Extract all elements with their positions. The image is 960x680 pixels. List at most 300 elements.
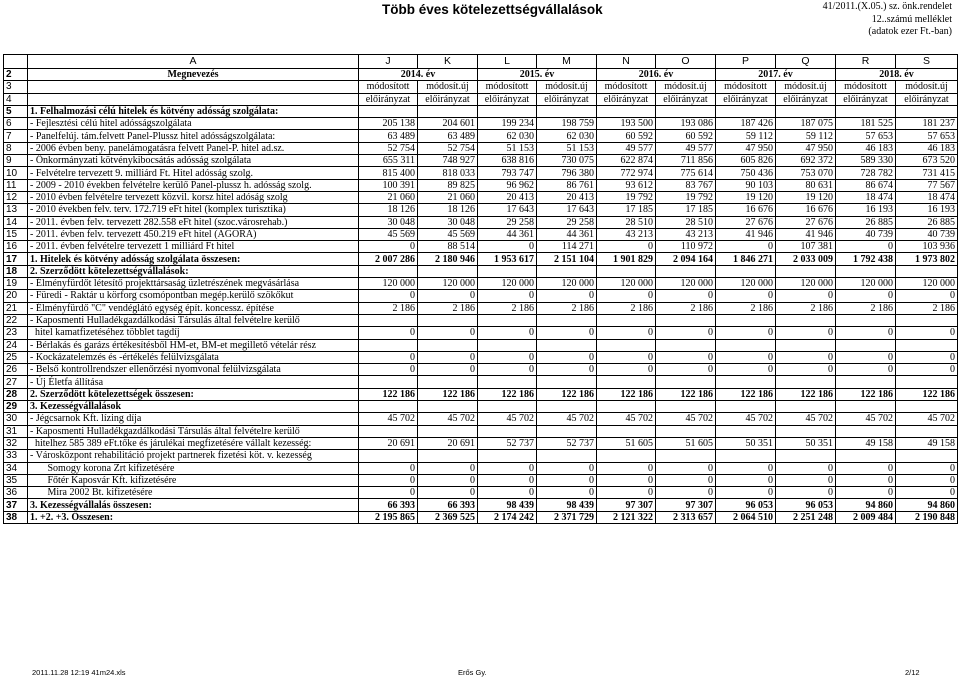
row-number: 22: [4, 314, 28, 326]
page-title: Több éves kötelezettségvállalások: [382, 2, 603, 17]
value-cell: 30 048: [418, 216, 478, 228]
value-cell: 0: [478, 364, 537, 376]
value-cell: 0: [836, 487, 896, 499]
value-cell: 43 213: [656, 228, 716, 240]
value-cell: 0: [418, 351, 478, 363]
value-cell: 0: [359, 474, 418, 486]
row-number: 31: [4, 425, 28, 437]
row-number: 27: [4, 376, 28, 388]
value-cell: 98 439: [478, 499, 537, 511]
value-cell: 122 186: [597, 388, 656, 400]
value-cell: [478, 265, 537, 277]
row-number: 24: [4, 339, 28, 351]
header-eloiranyzat: előirányzat: [597, 93, 656, 105]
value-cell: 2 151 104: [537, 253, 597, 265]
value-cell: [597, 314, 656, 326]
row-label: - Kaposmenti Hulladékgazdálkodási Társulás által felvételre kerülő: [28, 314, 359, 326]
header-modositott: módosított: [359, 81, 418, 93]
value-cell: 20 691: [418, 437, 478, 449]
value-cell: 47 950: [776, 142, 836, 154]
header-year: 2015. év: [478, 69, 597, 81]
value-cell: [716, 450, 776, 462]
value-cell: [656, 105, 716, 117]
value-cell: 0: [597, 487, 656, 499]
value-cell: [359, 401, 418, 413]
value-cell: 2 121 322: [597, 511, 656, 523]
row-label: - Városközpont rehabilitáció projekt partnerek fizetési köt. v. kezesség: [28, 450, 359, 462]
table-row: [4, 241, 958, 253]
header-modositott: módosított: [716, 81, 776, 93]
value-cell: 98 439: [537, 499, 597, 511]
value-cell: [418, 376, 478, 388]
value-cell: 19 792: [656, 191, 716, 203]
value-cell: 122 186: [656, 388, 716, 400]
annex-number: 12..számú melléklet: [871, 13, 952, 25]
value-cell: 0: [597, 364, 656, 376]
value-cell: 96 053: [716, 499, 776, 511]
value-cell: 17 185: [597, 204, 656, 216]
row-number: 9: [4, 155, 28, 167]
value-cell: 122 186: [836, 388, 896, 400]
value-cell: 2 186: [716, 302, 776, 314]
value-cell: [836, 105, 896, 117]
row-label: - 2010 években felv. terv. 172.719 eFt hitel (komplex turisztika): [28, 204, 359, 216]
column-letter: J: [359, 55, 418, 69]
value-cell: 45 702: [656, 413, 716, 425]
value-cell: 0: [836, 327, 896, 339]
value-cell: 750 436: [716, 167, 776, 179]
value-cell: 45 702: [537, 413, 597, 425]
value-cell: [359, 450, 418, 462]
value-cell: 0: [716, 487, 776, 499]
value-cell: [716, 105, 776, 117]
value-cell: 0: [656, 462, 716, 474]
row-label: - Füredi - Raktár u körforg csomópontban megép.kerülő szökőkut: [28, 290, 359, 302]
value-cell: 45 702: [776, 413, 836, 425]
value-cell: 28 510: [597, 216, 656, 228]
value-cell: [716, 401, 776, 413]
value-cell: 122 186: [418, 388, 478, 400]
value-cell: 45 702: [359, 413, 418, 425]
column-letter: S: [896, 55, 958, 69]
row-label: - Belső kontrollrendszer ellenőrzési nyomvonal felülvizsgálata: [28, 364, 359, 376]
value-cell: 0: [418, 487, 478, 499]
row-label: Főtér Kaposvár Kft. kifizetésére: [28, 474, 359, 486]
value-cell: 0: [418, 364, 478, 376]
value-cell: 120 000: [359, 278, 418, 290]
value-cell: 17 643: [537, 204, 597, 216]
value-cell: [537, 401, 597, 413]
value-cell: 120 000: [896, 278, 958, 290]
row-number: 29: [4, 401, 28, 413]
value-cell: 0: [776, 351, 836, 363]
table-row: [4, 167, 958, 179]
header-blank: [28, 81, 359, 93]
value-cell: 2 007 286: [359, 253, 418, 265]
decree-ref: 41/2011.(X.05.) sz. önk.rendelet: [822, 1, 952, 12]
value-cell: 19 120: [776, 191, 836, 203]
row-number: 17: [4, 253, 28, 265]
value-cell: 94 860: [836, 499, 896, 511]
value-cell: 45 702: [478, 413, 537, 425]
value-cell: 120 000: [656, 278, 716, 290]
value-cell: 52 754: [359, 142, 418, 154]
value-cell: 772 974: [597, 167, 656, 179]
value-cell: 2 186: [656, 302, 716, 314]
row-number: 16: [4, 241, 28, 253]
value-cell: 16 193: [836, 204, 896, 216]
value-cell: 818 033: [418, 167, 478, 179]
value-cell: 0: [597, 474, 656, 486]
value-cell: [836, 425, 896, 437]
value-cell: [836, 339, 896, 351]
table-row: [4, 511, 958, 523]
row-label: - Kaposmenti Hulladékgazdálkodási Társulás által felvételre kerülő: [28, 425, 359, 437]
value-cell: 0: [896, 364, 958, 376]
header-eloiranyzat: előirányzat: [836, 93, 896, 105]
table-row: [4, 376, 958, 388]
value-cell: 0: [716, 327, 776, 339]
column-letter: K: [418, 55, 478, 69]
value-cell: 181 237: [896, 118, 958, 130]
value-cell: 122 186: [716, 388, 776, 400]
value-cell: 0: [776, 487, 836, 499]
value-cell: 0: [776, 462, 836, 474]
table-row: [4, 253, 958, 265]
value-cell: [716, 339, 776, 351]
value-cell: 0: [597, 290, 656, 302]
value-cell: [896, 339, 958, 351]
value-cell: 49 577: [597, 142, 656, 154]
header-modosit-uj: módosít.új: [776, 81, 836, 93]
value-cell: 45 702: [836, 413, 896, 425]
header-year: 2018. év: [836, 69, 958, 81]
header-eloiranyzat: előirányzat: [716, 93, 776, 105]
row-number: 38: [4, 511, 28, 523]
value-cell: 589 330: [836, 155, 896, 167]
value-cell: 45 702: [896, 413, 958, 425]
value-cell: 21 060: [418, 191, 478, 203]
value-cell: 2 371 729: [537, 511, 597, 523]
value-cell: [776, 314, 836, 326]
value-cell: 57 653: [836, 130, 896, 142]
value-cell: 0: [537, 327, 597, 339]
value-cell: 0: [418, 290, 478, 302]
header-row-eloiranyzat: [4, 93, 958, 105]
value-cell: 107 381: [776, 241, 836, 253]
table-row: [4, 155, 958, 167]
value-cell: 2 190 848: [896, 511, 958, 523]
table-row: [4, 191, 958, 203]
value-cell: 96 053: [776, 499, 836, 511]
table-row: [4, 142, 958, 154]
value-cell: 622 874: [597, 155, 656, 167]
value-cell: 20 413: [478, 191, 537, 203]
value-cell: 27 676: [776, 216, 836, 228]
value-cell: 47 950: [716, 142, 776, 154]
table-row: [4, 265, 958, 277]
value-cell: 100 391: [359, 179, 418, 191]
value-cell: 62 030: [537, 130, 597, 142]
value-cell: 21 060: [359, 191, 418, 203]
table-row: [4, 278, 958, 290]
value-cell: 30 048: [359, 216, 418, 228]
value-cell: 0: [896, 290, 958, 302]
header-eloiranyzat: előirányzat: [896, 93, 958, 105]
value-cell: 51 153: [478, 142, 537, 154]
value-cell: 796 380: [537, 167, 597, 179]
value-cell: 50 351: [716, 437, 776, 449]
value-cell: 63 489: [359, 130, 418, 142]
value-cell: [896, 401, 958, 413]
row-number: 33: [4, 450, 28, 462]
value-cell: 52 754: [418, 142, 478, 154]
row-number: 19: [4, 278, 28, 290]
value-cell: 198 759: [537, 118, 597, 130]
table-row: [4, 388, 958, 400]
value-cell: 2 186: [896, 302, 958, 314]
row-number: 25: [4, 351, 28, 363]
value-cell: 2 186: [776, 302, 836, 314]
value-cell: 51 153: [537, 142, 597, 154]
value-cell: [716, 425, 776, 437]
value-cell: 45 702: [418, 413, 478, 425]
value-cell: 120 000: [418, 278, 478, 290]
value-cell: 45 702: [597, 413, 656, 425]
table-row: [4, 118, 958, 130]
value-cell: 122 186: [478, 388, 537, 400]
row-label: 2. Szerződött kötelezettségek összesen:: [28, 388, 359, 400]
value-cell: 0: [836, 241, 896, 253]
table-row: [4, 499, 958, 511]
value-cell: 46 183: [836, 142, 896, 154]
value-cell: 0: [716, 241, 776, 253]
value-cell: [537, 265, 597, 277]
row-label: - Fejlesztési célú hitel adósságszolgálata: [28, 118, 359, 130]
value-cell: [776, 265, 836, 277]
value-cell: [656, 376, 716, 388]
value-cell: 0: [478, 351, 537, 363]
row-number: 3: [4, 81, 28, 93]
value-cell: [359, 265, 418, 277]
value-cell: 0: [597, 351, 656, 363]
value-cell: 86 674: [836, 179, 896, 191]
header-blank: [28, 93, 359, 105]
value-cell: 0: [656, 290, 716, 302]
row-label: - Élményfürdőt létesítő projekttársaság üzletrészének megvásárlása: [28, 278, 359, 290]
row-number: 36: [4, 487, 28, 499]
header-modosit-uj: módosít.új: [656, 81, 716, 93]
header-row-years: [4, 69, 958, 81]
value-cell: 120 000: [537, 278, 597, 290]
value-cell: 18 474: [836, 191, 896, 203]
value-cell: [656, 425, 716, 437]
value-cell: 193 086: [656, 118, 716, 130]
value-cell: [537, 339, 597, 351]
value-cell: [478, 314, 537, 326]
value-cell: 0: [836, 364, 896, 376]
value-cell: [359, 314, 418, 326]
value-cell: [656, 314, 716, 326]
value-cell: 120 000: [478, 278, 537, 290]
header-eloiranyzat: előirányzat: [478, 93, 537, 105]
value-cell: 110 972: [656, 241, 716, 253]
value-cell: 187 426: [716, 118, 776, 130]
value-cell: 187 075: [776, 118, 836, 130]
value-cell: 1 901 829: [597, 253, 656, 265]
value-cell: 88 514: [418, 241, 478, 253]
value-cell: [896, 425, 958, 437]
value-cell: 2 369 525: [418, 511, 478, 523]
value-cell: 1 846 271: [716, 253, 776, 265]
value-cell: 692 372: [776, 155, 836, 167]
value-cell: [418, 314, 478, 326]
header-eloiranyzat: előirányzat: [359, 93, 418, 105]
value-cell: 51 605: [597, 437, 656, 449]
value-cell: 17 185: [656, 204, 716, 216]
value-cell: [776, 339, 836, 351]
table-row: [4, 302, 958, 314]
row-number: 34: [4, 462, 28, 474]
table-row: [4, 437, 958, 449]
value-cell: [597, 425, 656, 437]
row-number: 10: [4, 167, 28, 179]
value-cell: 49 577: [656, 142, 716, 154]
value-cell: 28 510: [656, 216, 716, 228]
value-cell: [716, 265, 776, 277]
value-cell: 2 180 946: [418, 253, 478, 265]
value-cell: [836, 401, 896, 413]
value-cell: 711 856: [656, 155, 716, 167]
value-cell: 793 747: [478, 167, 537, 179]
value-cell: 2 064 510: [716, 511, 776, 523]
value-cell: 193 500: [597, 118, 656, 130]
value-cell: 66 393: [359, 499, 418, 511]
value-cell: 2 033 009: [776, 253, 836, 265]
row-label: hitelhez 585 389 eFt.tőke és járulékai megfizetésére vállalt kezesség:: [28, 437, 359, 449]
value-cell: 0: [537, 462, 597, 474]
value-cell: 66 393: [418, 499, 478, 511]
value-cell: 2 186: [418, 302, 478, 314]
value-cell: 93 612: [597, 179, 656, 191]
value-cell: [597, 265, 656, 277]
value-cell: 0: [836, 474, 896, 486]
value-cell: 2 186: [478, 302, 537, 314]
value-cell: 19 792: [597, 191, 656, 203]
value-cell: 120 000: [597, 278, 656, 290]
row-label: - Kockázatelemzés és -értékelés felülvizsgálata: [28, 351, 359, 363]
row-label: 1. +2. +3. Összesen:: [28, 511, 359, 523]
value-cell: 45 569: [359, 228, 418, 240]
value-cell: 0: [896, 487, 958, 499]
value-cell: [478, 450, 537, 462]
value-cell: 0: [537, 290, 597, 302]
value-cell: 0: [896, 327, 958, 339]
value-cell: [656, 401, 716, 413]
table-row: [4, 204, 958, 216]
value-cell: 89 825: [418, 179, 478, 191]
value-cell: 97 307: [656, 499, 716, 511]
row-number: 13: [4, 204, 28, 216]
value-cell: 0: [537, 487, 597, 499]
value-cell: [836, 450, 896, 462]
value-cell: 80 631: [776, 179, 836, 191]
value-cell: [537, 314, 597, 326]
value-cell: 60 592: [597, 130, 656, 142]
value-cell: 0: [359, 364, 418, 376]
table-row: [4, 228, 958, 240]
row-number: 23: [4, 327, 28, 339]
value-cell: 77 567: [896, 179, 958, 191]
value-cell: 86 761: [537, 179, 597, 191]
value-cell: 0: [716, 474, 776, 486]
value-cell: [896, 265, 958, 277]
value-cell: 0: [359, 290, 418, 302]
value-cell: [418, 425, 478, 437]
table-row: [4, 487, 958, 499]
value-cell: 122 186: [896, 388, 958, 400]
row-label: - 2009 - 2010 években felvételre kerülő Panel-plussz h. adósság szolg.: [28, 179, 359, 191]
value-cell: 120 000: [716, 278, 776, 290]
table-row: [4, 351, 958, 363]
column-letter: N: [597, 55, 656, 69]
column-letter: M: [537, 55, 597, 69]
table-row: [4, 401, 958, 413]
value-cell: 29 258: [537, 216, 597, 228]
header-megnevezes: Megnevezés: [28, 69, 359, 81]
row-number: 26: [4, 364, 28, 376]
header-modositott: módosított: [478, 81, 537, 93]
value-cell: 2 174 242: [478, 511, 537, 523]
value-cell: 638 816: [478, 155, 537, 167]
value-cell: 728 782: [836, 167, 896, 179]
value-cell: 18 474: [896, 191, 958, 203]
row-label: 3. Kezességvállalás összesen:: [28, 499, 359, 511]
value-cell: 40 739: [896, 228, 958, 240]
value-cell: [656, 450, 716, 462]
value-cell: 0: [776, 290, 836, 302]
value-cell: 0: [716, 351, 776, 363]
value-cell: 0: [478, 241, 537, 253]
header-modositott: módosított: [597, 81, 656, 93]
value-cell: [836, 265, 896, 277]
table-row: [4, 339, 958, 351]
value-cell: 181 525: [836, 118, 896, 130]
value-cell: 0: [478, 462, 537, 474]
value-cell: 90 103: [716, 179, 776, 191]
value-cell: 29 258: [478, 216, 537, 228]
table-row: [4, 105, 958, 117]
value-cell: [537, 105, 597, 117]
value-cell: [537, 376, 597, 388]
value-cell: 199 234: [478, 118, 537, 130]
value-cell: 16 676: [776, 204, 836, 216]
value-cell: [896, 376, 958, 388]
table-row: [4, 130, 958, 142]
value-cell: 815 400: [359, 167, 418, 179]
value-cell: 2 313 657: [656, 511, 716, 523]
value-cell: 120 000: [776, 278, 836, 290]
row-label: - 2006 évben beny. panelámogatásra felvett Panel-P. hitel ad.sz.: [28, 142, 359, 154]
value-cell: 2 186: [597, 302, 656, 314]
value-cell: 748 927: [418, 155, 478, 167]
value-cell: [478, 376, 537, 388]
header-eloiranyzat: előirányzat: [776, 93, 836, 105]
value-cell: 2 251 248: [776, 511, 836, 523]
row-number: 4: [4, 93, 28, 105]
row-label: Somogy korona Zrt kifizetésére: [28, 462, 359, 474]
unit-note: (adatok ezer Ft.-ban): [868, 26, 952, 37]
